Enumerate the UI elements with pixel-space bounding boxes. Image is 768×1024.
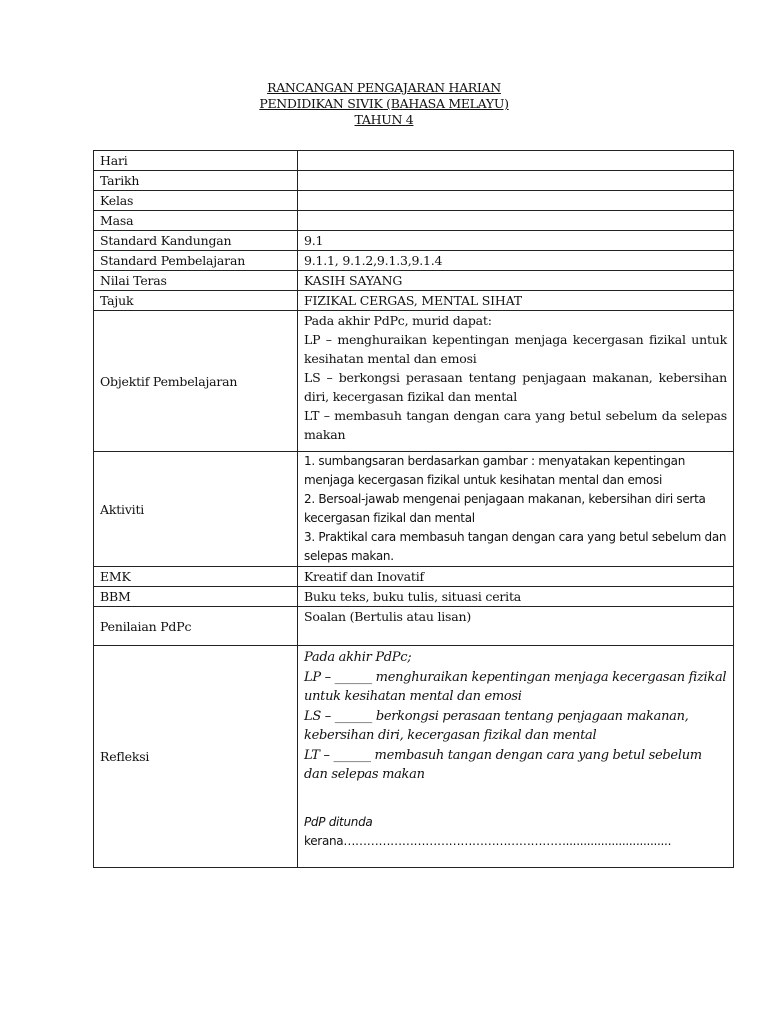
emk-value: Kreatif dan Inovatif xyxy=(298,567,734,587)
objektif-line: LT – membasuh tangan dengan cara yang betul sebelum da selepas makan xyxy=(304,408,727,442)
spacer xyxy=(304,785,727,813)
aktiviti-value xyxy=(298,452,734,567)
nilai-teras-value: KASIH SAYANG xyxy=(298,271,734,291)
document-subject: PENDIDIKAN SIVIK (BAHASA MELAYU) xyxy=(259,96,509,111)
aktiviti-line: 1. sumbangsaran berdasarkan gambar : menyatakan kepentingan menjaga kecergasan fizikal untuk kesihatan mental dan emosi xyxy=(304,454,686,487)
table-row xyxy=(94,191,734,211)
aktiviti-line: 3. Praktikal cara membasuh tangan dengan cara yang betul sebelum dan selepas makan. xyxy=(304,530,727,563)
tajuk-label: Tajuk xyxy=(94,291,298,311)
objektif-label: Objektif Pembelajaran xyxy=(94,311,298,452)
refleksi-value xyxy=(298,646,734,868)
table-row xyxy=(94,452,734,567)
table-row xyxy=(94,251,734,271)
penilaian-label: Penilaian PdPc xyxy=(94,607,298,646)
objektif-line: LS – berkongsi perasaan tentang penjagaan makanan, kebersihan diri, kecergasan fizikal dan mental xyxy=(304,370,727,404)
table-row xyxy=(94,211,734,231)
bbm-label: BBM xyxy=(94,587,298,607)
refleksi-line: LT – ______ membasuh tangan dengan cara yang betul sebelum dan selepas makan xyxy=(304,747,702,782)
tarikh-value[interactable] xyxy=(298,171,734,191)
table-row xyxy=(94,607,734,646)
refleksi-text xyxy=(304,648,727,785)
objektif-line: LP – menghuraikan kepentingan menjaga kecergasan fizikal untuk kesihatan mental dan emosi xyxy=(304,332,727,366)
standard-pembelajaran-value: 9.1.1, 9.1.2,9.1.3,9.1.4 xyxy=(298,251,734,271)
table-row xyxy=(94,291,734,311)
tarikh-label: Tarikh xyxy=(94,171,298,191)
table-row xyxy=(94,151,734,171)
objektif-value xyxy=(298,311,734,452)
penilaian-value: Soalan (Bertulis atau lisan) xyxy=(298,607,734,646)
standard-kandungan-value: 9.1 xyxy=(298,231,734,251)
table-row xyxy=(94,646,734,868)
kelas-value[interactable] xyxy=(298,191,734,211)
standard-kandungan-label: Standard Kandungan xyxy=(94,231,298,251)
table-row xyxy=(94,587,734,607)
nilai-teras-label: Nilai Teras xyxy=(94,271,298,291)
emk-label: EMK xyxy=(94,567,298,587)
masa-label: Masa xyxy=(94,211,298,231)
table-row xyxy=(94,171,734,191)
pdp-ditunda-label: PdP ditunda xyxy=(304,814,373,829)
objektif-line: Pada akhir PdPc, murid dapat: xyxy=(304,313,492,328)
table-row xyxy=(94,231,734,251)
document-header xyxy=(0,80,768,128)
document-title: RANCANGAN PENGAJARAN HARIAN xyxy=(267,80,501,95)
refleksi-line: LP – ______ menghuraikan kepentingan menjaga kecergasan fizikal untuk kesihatan mental dan emosi xyxy=(304,669,727,704)
table-row xyxy=(94,567,734,587)
kerana-field[interactable]: kerana………………………………………………….............................. xyxy=(304,833,672,848)
refleksi-line: LS – ______ berkongsi perasaan tentang penjagaan makanan, kebersihan diri, kecergasan fizikal dan mental xyxy=(304,708,689,743)
refleksi-line: Pada akhir PdPc; xyxy=(304,650,412,665)
aktiviti-label: Aktiviti xyxy=(94,452,298,567)
table-row xyxy=(94,271,734,291)
hari-label: Hari xyxy=(94,151,298,171)
hari-value[interactable] xyxy=(298,151,734,171)
document-year: TAHUN 4 xyxy=(354,112,414,127)
kelas-label: Kelas xyxy=(94,191,298,211)
bbm-value: Buku teks, buku tulis, situasi cerita xyxy=(298,587,734,607)
tajuk-value: FIZIKAL CERGAS, MENTAL SIHAT xyxy=(298,291,734,311)
refleksi-label: Refleksi xyxy=(94,646,298,868)
lesson-plan-table xyxy=(93,150,734,868)
standard-pembelajaran-label: Standard Pembelajaran xyxy=(94,251,298,271)
masa-value[interactable] xyxy=(298,211,734,231)
pdp-ditunda-block xyxy=(304,813,727,851)
table-row xyxy=(94,311,734,452)
aktiviti-line: 2. Bersoal-jawab mengenai penjagaan makanan, kebersihan diri serta kecergasan fizikal dan mental xyxy=(304,492,706,525)
